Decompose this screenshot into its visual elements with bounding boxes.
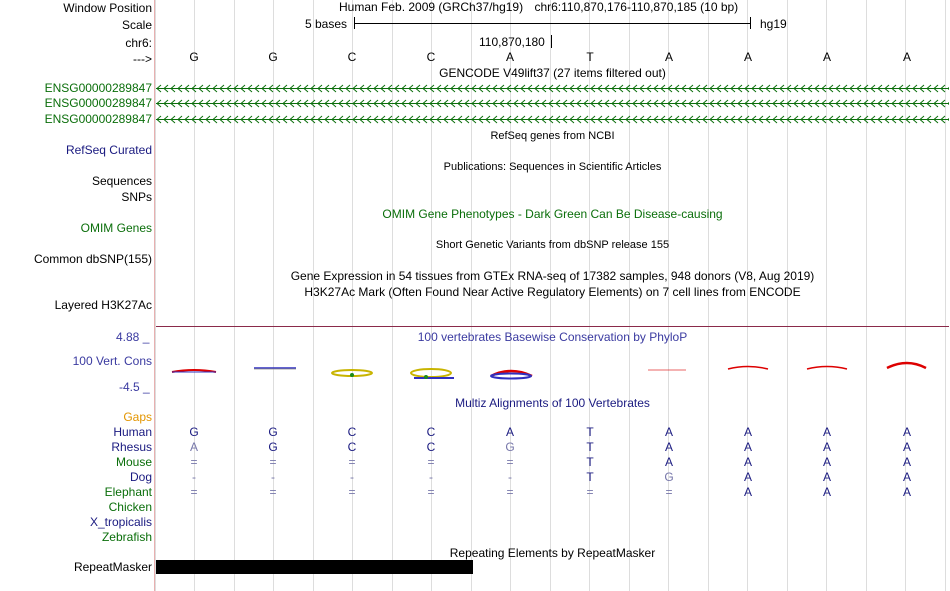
alignment-base: A bbox=[822, 470, 831, 484]
alignment-base: - bbox=[271, 470, 275, 484]
base: C bbox=[347, 50, 357, 64]
alignment-base: C bbox=[347, 440, 357, 454]
scale-bar bbox=[354, 23, 750, 24]
dbsnp-label[interactable]: Common dbSNP(155) bbox=[33, 252, 152, 266]
gencode-gene-feature[interactable] bbox=[156, 99, 949, 108]
alignment-base: A bbox=[902, 470, 911, 484]
alignment-base: A bbox=[902, 440, 911, 454]
assembly-text: Human Feb. 2009 (GRCh37/hg19) bbox=[339, 0, 524, 14]
species-label-elephant[interactable]: Elephant bbox=[104, 485, 152, 499]
alignment-base: - bbox=[429, 470, 433, 484]
sequences-label[interactable]: Sequences bbox=[91, 174, 152, 188]
gencode-gene-feature[interactable] bbox=[156, 84, 949, 93]
alignment-base: C bbox=[426, 425, 436, 439]
alignment-base: = bbox=[269, 485, 277, 499]
gencode-gene-feature[interactable] bbox=[156, 115, 949, 124]
alignment-base: = bbox=[427, 485, 435, 499]
alignment-base: T bbox=[586, 440, 594, 454]
cons-logo-mark bbox=[350, 373, 354, 377]
alignment-base: - bbox=[350, 470, 354, 484]
alignment-base: A bbox=[743, 455, 752, 469]
cons-logo-mark bbox=[411, 369, 451, 377]
dbsnp-track-title[interactable]: Short Genetic Variants from dbSNP release 155 bbox=[435, 239, 670, 251]
scale-bar-right bbox=[750, 17, 751, 29]
alignment-base: A bbox=[664, 440, 673, 454]
species-label-dog[interactable]: Dog bbox=[129, 470, 152, 484]
base: G bbox=[189, 50, 199, 64]
alignment-base: A bbox=[743, 440, 752, 454]
alignment-base: = bbox=[190, 455, 198, 469]
alignment-base: C bbox=[347, 425, 357, 439]
chrom-label: chr6: bbox=[125, 36, 152, 50]
alignment-base: = bbox=[506, 485, 514, 499]
omim-label[interactable]: OMIM Genes bbox=[80, 221, 152, 235]
cons-track-title[interactable]: 100 vertebrates Basewise Conservation by PhyloP bbox=[417, 330, 688, 344]
alignment-base: A bbox=[822, 440, 831, 454]
alignment-base: - bbox=[508, 470, 512, 484]
window-position-label: Window Position bbox=[63, 1, 152, 15]
alignment-base: A bbox=[743, 470, 752, 484]
alignment-base: G bbox=[664, 470, 674, 484]
alignment-base: A bbox=[664, 425, 673, 439]
pubs-track-title[interactable]: Publications: Sequences in Scientific Articles bbox=[443, 161, 662, 173]
gtex-track-title[interactable]: Gene Expression in 54 tissues from GTEx RNA-seq of 17382 samples, 948 donors (V8, Aug 2019) bbox=[290, 269, 815, 283]
base: A bbox=[902, 50, 911, 64]
alignment-base: T bbox=[586, 455, 594, 469]
repeat-track-title[interactable]: Repeating Elements by RepeatMasker bbox=[449, 546, 656, 560]
species-label-zebrafish[interactable]: Zebrafish bbox=[101, 530, 152, 544]
cons-logo-mark bbox=[414, 377, 454, 379]
alignment-base: T bbox=[586, 470, 594, 484]
base: A bbox=[664, 50, 673, 64]
gaps-label[interactable]: Gaps bbox=[123, 410, 152, 424]
base: G bbox=[268, 50, 278, 64]
refseq-track-title[interactable]: RefSeq genes from NCBI bbox=[490, 130, 615, 142]
alignment-base: A bbox=[822, 485, 831, 499]
repeat-element-feature[interactable] bbox=[156, 560, 473, 574]
db-text: hg19 bbox=[760, 17, 787, 31]
coord-tick bbox=[551, 35, 552, 48]
alignment-base: A bbox=[902, 485, 911, 499]
h3k27-track-title[interactable]: H3K27Ac Mark (Often Found Near Active Regulatory Elements) on 7 cell lines from ENCODE bbox=[304, 285, 801, 299]
species-label-rhesus[interactable]: Rhesus bbox=[111, 440, 152, 454]
cons-logo-graph[interactable] bbox=[156, 358, 949, 384]
alignment-base: A bbox=[743, 425, 752, 439]
strand-arrow-label[interactable]: ---> bbox=[133, 52, 152, 66]
alignment-base: T bbox=[586, 425, 594, 439]
cons-logo-mark bbox=[424, 375, 428, 379]
base: C bbox=[426, 50, 436, 64]
scale-label: Scale bbox=[121, 18, 152, 32]
refseq-label[interactable]: RefSeq Curated bbox=[65, 143, 152, 157]
alignment-base: G bbox=[505, 440, 515, 454]
alignment-base: A bbox=[902, 455, 911, 469]
alignment-base: A bbox=[822, 425, 831, 439]
cons-logo-mark bbox=[807, 367, 847, 370]
alignment-base: = bbox=[427, 455, 435, 469]
alignment-base: = bbox=[348, 485, 356, 499]
alignment-base: A bbox=[505, 425, 514, 439]
alignment-base: = bbox=[665, 485, 673, 499]
alignment-base: A bbox=[664, 455, 673, 469]
cons-label[interactable]: 100 Vert. Cons bbox=[72, 354, 152, 368]
repeat-label[interactable]: RepeatMasker bbox=[73, 560, 152, 574]
omim-track-title[interactable]: OMIM Gene Phenotypes - Dark Green Can Be Disease-causing bbox=[382, 207, 723, 221]
alignment-base: G bbox=[268, 440, 278, 454]
base: A bbox=[505, 50, 514, 64]
alignment-base: A bbox=[743, 485, 752, 499]
alignment-base: A bbox=[189, 440, 198, 454]
h3k27-label[interactable]: Layered H3K27Ac bbox=[54, 298, 152, 312]
alignment-base: = bbox=[348, 455, 356, 469]
coord-text: 110,870,180 bbox=[479, 35, 545, 49]
cons-logo-mark bbox=[887, 363, 926, 368]
gencode-item-label[interactable]: ENSG00000289847 bbox=[44, 96, 152, 110]
gencode-track-title[interactable]: GENCODE V49lift37 (27 items filtered out) bbox=[439, 66, 666, 80]
cons-logo-mark bbox=[728, 367, 768, 370]
cons-logo-mark bbox=[491, 374, 531, 379]
alignment-base: A bbox=[822, 455, 831, 469]
alignment-base: = bbox=[269, 455, 277, 469]
base: T bbox=[586, 50, 594, 64]
alignment-base: G bbox=[189, 425, 199, 439]
cons-min-label: -4.5 _ bbox=[119, 380, 150, 394]
gencode-item-label[interactable]: ENSG00000289847 bbox=[44, 81, 152, 95]
species-label-x-tropicalis[interactable]: X_tropicalis bbox=[89, 515, 152, 529]
multiz-track-title[interactable]: Multiz Alignments of 100 Vertebrates bbox=[455, 396, 650, 410]
alignment-base: = bbox=[190, 485, 198, 499]
species-label-human[interactable]: Human bbox=[113, 425, 152, 439]
snps-label[interactable]: SNPs bbox=[121, 190, 152, 204]
base: A bbox=[743, 50, 752, 64]
base: A bbox=[822, 50, 831, 64]
cons-max-label: 4.88 _ bbox=[116, 330, 150, 344]
alignment-base: = bbox=[506, 455, 514, 469]
scale-text: 5 bases bbox=[305, 17, 348, 31]
position-line bbox=[339, 0, 738, 14]
alignment-base: G bbox=[268, 425, 278, 439]
species-label-chicken[interactable]: Chicken bbox=[108, 500, 152, 514]
alignment-base: - bbox=[192, 470, 196, 484]
alignment-base: = bbox=[586, 485, 594, 499]
gencode-item-label[interactable]: ENSG00000289847 bbox=[44, 112, 152, 126]
h3k27-signal-line bbox=[156, 326, 949, 327]
alignment-base: C bbox=[426, 440, 436, 454]
alignment-base: A bbox=[902, 425, 911, 439]
species-label-mouse[interactable]: Mouse bbox=[115, 455, 152, 469]
position-text: chr6:110,870,176-110,870,185 (10 bp) bbox=[534, 0, 739, 14]
